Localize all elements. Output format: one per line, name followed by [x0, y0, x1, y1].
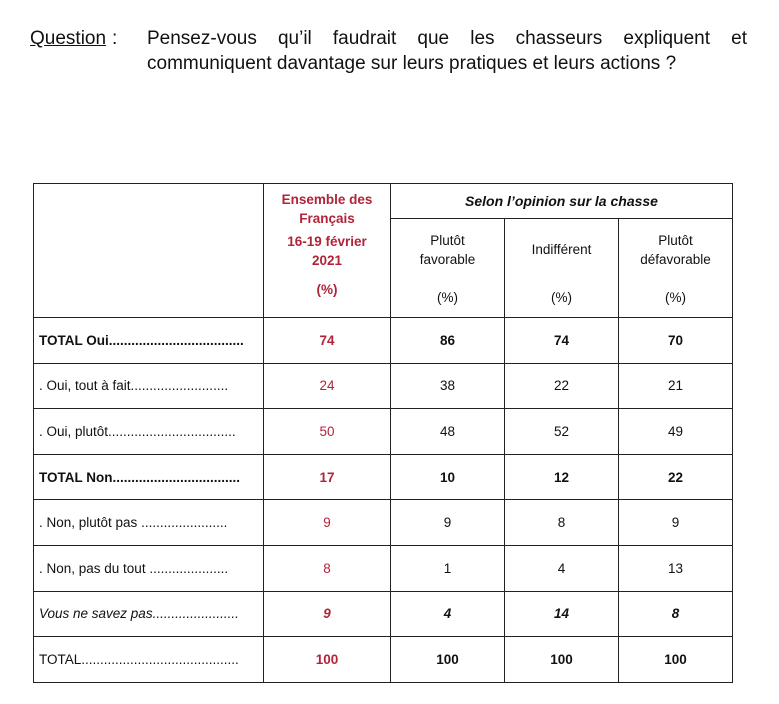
cell-defavorable: 22	[619, 454, 733, 500]
cell-ensemble: 9	[264, 500, 391, 546]
cell-indifferent: 22	[505, 363, 619, 409]
row-label-text: Vous ne savez pas	[39, 606, 153, 622]
header-indifferent	[505, 219, 619, 318]
question-label: Question	[30, 28, 107, 49]
question-text-line-2: communiquent davantage sur leurs pratiques et leurs actions ?	[147, 53, 677, 74]
header-plutot-favorable	[391, 219, 505, 318]
row-label	[34, 591, 264, 637]
row-label	[34, 409, 264, 455]
cell-favorable: 10	[391, 454, 505, 500]
row-leader-dots: ..................................	[108, 423, 236, 439]
row-leader-dots: ....................................	[108, 332, 244, 348]
header-sub-label: Indifférent	[531, 242, 592, 257]
header-sub-line-2: favorable	[419, 252, 476, 267]
header-ensemble-line-3: 16-19 février	[287, 234, 367, 249]
cell-indifferent: 100	[505, 637, 619, 683]
table-row-non-pas-du-tout	[34, 545, 733, 591]
question-separator: :	[112, 28, 118, 49]
table-row-total-non	[34, 454, 733, 500]
cell-indifferent: 12	[505, 454, 619, 500]
table-row-ne-savez-pas	[34, 591, 733, 637]
header-plutot-defavorable	[619, 219, 733, 318]
cell-favorable: 48	[391, 409, 505, 455]
cell-defavorable: 21	[619, 363, 733, 409]
question-text-line-1: Pensez-vous qu’il faudrait que les chasseurs expliquent et	[147, 28, 747, 49]
header-group-title: Selon l’opinion sur la chasse	[391, 184, 733, 219]
row-label-text: . Non, pas du tout	[39, 560, 150, 576]
row-label	[34, 318, 264, 364]
row-label	[34, 637, 264, 683]
row-leader-dots: ..........................	[130, 378, 229, 394]
cell-favorable: 86	[391, 318, 505, 364]
cell-favorable: 38	[391, 363, 505, 409]
cell-ensemble: 8	[264, 545, 391, 591]
row-leader-dots: .....................	[149, 560, 229, 576]
row-label	[34, 363, 264, 409]
cell-favorable: 1	[391, 545, 505, 591]
header-ensemble-line-2: Français	[299, 211, 355, 226]
row-leader-dots: .......................	[141, 515, 228, 531]
row-label	[34, 545, 264, 591]
header-row-1	[34, 184, 733, 219]
cell-ensemble: 50	[264, 409, 391, 455]
cell-defavorable: 49	[619, 409, 733, 455]
header-sub-line-2: défavorable	[640, 252, 711, 267]
cell-defavorable: 8	[619, 591, 733, 637]
cell-defavorable: 100	[619, 637, 733, 683]
header-sub-line-1: Plutôt	[658, 233, 693, 248]
header-empty-cell	[34, 184, 264, 318]
cell-defavorable: 13	[619, 545, 733, 591]
cell-indifferent: 52	[505, 409, 619, 455]
row-label-text: . Oui, tout à fait	[39, 378, 131, 394]
cell-indifferent: 74	[505, 318, 619, 364]
table-row-total-oui	[34, 318, 733, 364]
cell-indifferent: 4	[505, 545, 619, 591]
cell-indifferent: 14	[505, 591, 619, 637]
results-table	[33, 183, 733, 683]
row-label-text: . Non, plutôt pas	[39, 515, 142, 531]
row-leader-dots: ..........................................	[81, 651, 239, 667]
row-label	[34, 500, 264, 546]
row-label-text: . Oui, plutôt	[39, 423, 109, 439]
row-leader-dots: ..................................	[112, 469, 241, 485]
row-label-text: TOTAL	[39, 651, 82, 667]
header-ensemble-line-4: 2021	[311, 253, 343, 268]
header-sub-unit: (%)	[551, 290, 572, 305]
header-sub-unit: (%)	[437, 290, 458, 305]
row-label-text: TOTAL Non	[39, 469, 113, 485]
table-row-oui-tout-a-fait	[34, 363, 733, 409]
cell-favorable: 100	[391, 637, 505, 683]
row-label-text: TOTAL Oui	[39, 332, 109, 348]
header-ensemble-line-1: Ensemble des	[281, 192, 373, 207]
row-leader-dots: .......................	[152, 606, 239, 622]
cell-ensemble: 74	[264, 318, 391, 364]
table-row-non-plutot-pas	[34, 500, 733, 546]
header-sub-label	[391, 231, 504, 273]
header-ensemble-unit: (%)	[316, 282, 338, 297]
header-sub-line-1: Plutôt	[430, 233, 465, 248]
header-sub-unit: (%)	[665, 290, 686, 305]
table-row-total	[34, 637, 733, 683]
cell-indifferent: 8	[505, 500, 619, 546]
header-ensemble	[264, 184, 391, 318]
cell-defavorable: 9	[619, 500, 733, 546]
row-label	[34, 454, 264, 500]
cell-favorable: 9	[391, 500, 505, 546]
cell-defavorable: 70	[619, 318, 733, 364]
table-row-oui-plutot	[34, 409, 733, 455]
cell-favorable: 4	[391, 591, 505, 637]
cell-ensemble: 9	[264, 591, 391, 637]
cell-ensemble: 24	[264, 363, 391, 409]
cell-ensemble: 17	[264, 454, 391, 500]
cell-ensemble: 100	[264, 637, 391, 683]
header-sub-label	[619, 231, 732, 273]
